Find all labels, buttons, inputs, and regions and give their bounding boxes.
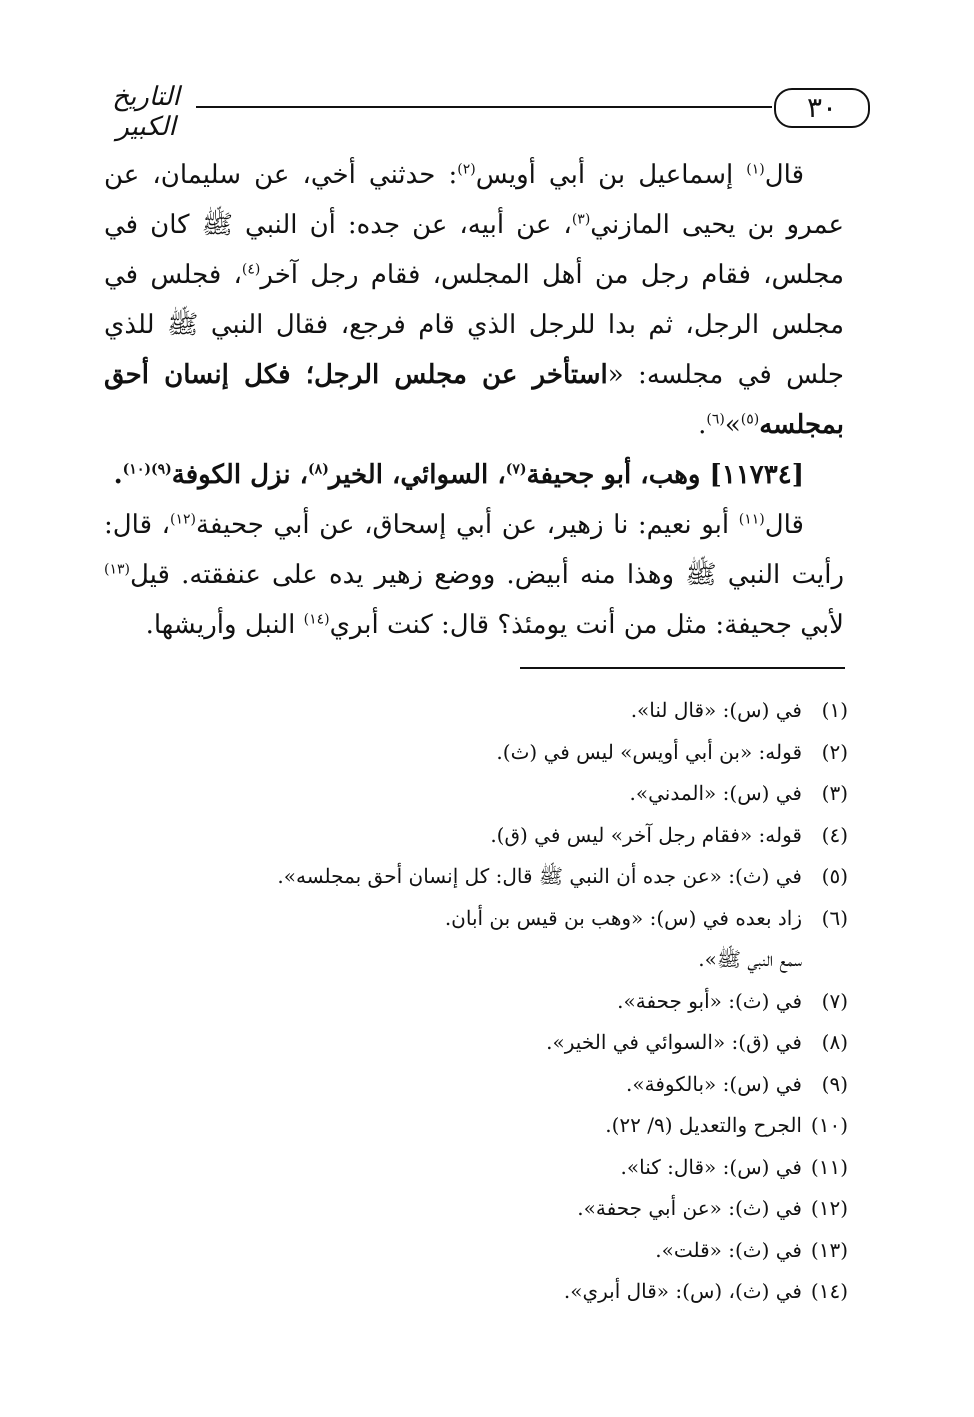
footnote-ref: (٥) <box>740 411 760 428</box>
text-run: ، السوائي، الخير <box>328 460 506 490</box>
footnotes <box>277 690 848 1313</box>
footnote-number: (٣) <box>821 781 848 805</box>
footnote-ref: (٤) <box>241 261 261 278</box>
text-run: أبو نعيم: نا زهير، عن أبي إسحاق، عن أبي جحيفة <box>196 510 739 540</box>
footnote-number: (٥) <box>821 864 848 888</box>
hadith-quote: استأخر عن مجلس الرجل؛ فكل إنسان أحق بمجلسه <box>104 360 844 440</box>
footnote-number: (١٤) <box>810 1279 848 1303</box>
footnote-text: الجرح والتعديل (٩/ ٢٢). <box>605 1113 802 1137</box>
text-run: النبل وأريشها. <box>145 610 304 640</box>
footnote-text: قوله: «فقام رجل آخر» ليس في (ق). <box>490 822 802 847</box>
footnote-text: في (س): «المدني». <box>629 781 802 805</box>
footnote-item <box>280 1147 848 1189</box>
footnote-text: في (ث): «عن أبي جحفة». <box>577 1196 802 1220</box>
footnote-ref: (٧) <box>505 461 527 478</box>
footnote-item <box>280 1105 848 1147</box>
footnote-number: (١٣) <box>810 1237 848 1262</box>
footnote-ref: (١٢) <box>170 511 196 528</box>
footnote-item <box>280 981 848 1023</box>
footnote-continuation: سمع النبي ﷺ». <box>698 947 802 971</box>
book-title: التاريخ الكبير <box>112 82 180 142</box>
footnote-item <box>277 856 848 898</box>
main-text <box>104 150 844 650</box>
footnote-text: قوله: «بن أبي أويس» ليس في (ث). <box>496 739 802 764</box>
hadith-paragraph <box>104 150 844 450</box>
footnote-ref: (١) <box>746 161 765 178</box>
text-run: ، عن أبيه، عن جده: أن النبي ﷺ كان في مجلس، فقام رجل من أهل المجلس، فقام رجل آخر <box>104 210 844 290</box>
text-run: ، قال: رأيت النبي ﷺ وهذا منه أبيض. ووضع زهير يده على عنفقته. قيل <box>104 510 844 590</box>
text-run: » <box>724 410 741 440</box>
footnote-text: في (س): «قال لنا». <box>630 698 802 722</box>
footnote-number: (١٢) <box>810 1196 848 1220</box>
footnote-item <box>280 1271 848 1313</box>
text-run: [١١٧٣٤] وهب، أبو جحيفة <box>526 460 804 490</box>
footnote-item <box>280 898 848 981</box>
footnote-item <box>280 773 848 815</box>
page-number: ٣٠ <box>774 88 870 128</box>
footnote-ref: (٣) <box>571 211 591 228</box>
footnote-ref: (١٣) <box>104 561 130 578</box>
footnote-ref: (٨) <box>308 461 329 478</box>
footnote-item <box>280 1064 848 1106</box>
footnote-number: (١٠) <box>810 1113 848 1137</box>
footnote-number: (٤) <box>821 822 848 847</box>
footnote-item <box>280 1188 848 1230</box>
text-run: ، نزل الكوفة <box>171 460 309 490</box>
text-run: ، فجلس في مجلس الرجل، ثم بدا للرجل الذي قام فرجع، فقال النبي ﷺ للذي جلس في مجلسه: « <box>104 260 845 390</box>
footnote-number: (٧) <box>821 988 848 1013</box>
footnote-number: (٦) <box>821 905 848 930</box>
text-run: إسماعيل بن أبي أويس <box>475 160 747 190</box>
footnote-text: في (ث): «قلت». <box>655 1237 802 1262</box>
footnote-ref: (٦) <box>706 411 725 428</box>
footnote-text: زاد بعده في (س): «وهب بن قيس بن أبان. <box>444 905 802 930</box>
footnote-separator <box>520 667 845 669</box>
footnote-item <box>280 732 848 774</box>
footnote-text: في (ث): «أبو جحفة». <box>617 988 802 1013</box>
footnote-item <box>280 1230 848 1272</box>
header-rule <box>196 106 772 108</box>
footnote-ref: (١١) <box>738 511 765 528</box>
footnote-number: (١) <box>821 698 848 722</box>
footnote-text: في (ث): «عن جده أن النبي ﷺ قال: كل إنسان أحق بمجلسه». <box>277 864 802 888</box>
footnote-item <box>280 815 848 857</box>
narration-paragraph <box>104 500 844 650</box>
footnote-ref: (١٤) <box>303 611 330 628</box>
biography-entry-heading <box>104 450 844 500</box>
footnote-ref: (١٠) <box>122 461 151 478</box>
footnote-number: (٨) <box>821 1030 848 1054</box>
footnote-text: في (ث)، (س): «قال أبري». <box>563 1279 802 1303</box>
text-run: قال <box>764 160 805 190</box>
text-run: . <box>113 460 123 490</box>
footnote-ref: (٩) <box>150 461 172 478</box>
footnote-item <box>280 690 848 732</box>
footnote-number: (١١) <box>810 1154 848 1179</box>
footnote-number: (٩) <box>821 1071 848 1096</box>
text-run: قال <box>764 510 804 540</box>
footnote-text: في (س): «قال: كنا». <box>620 1154 802 1179</box>
footnote-ref: (٢) <box>457 161 476 178</box>
page-header <box>100 82 870 142</box>
footnote-text: في (س): «بالكوفة». <box>626 1071 802 1096</box>
footnote-number: (٢) <box>821 739 848 764</box>
text-run: . <box>698 410 707 440</box>
footnote-item <box>280 1022 848 1064</box>
text-run: : حدثني أخي، عن سليمان، عن عمرو بن يحيى المازني <box>104 160 844 240</box>
text-run: لأبي جحيفة: مثل من أنت يومئذ؟ قال: كنت أبري <box>329 610 844 640</box>
footnote-text: في (ق): «السوائي في الخير». <box>546 1030 802 1054</box>
